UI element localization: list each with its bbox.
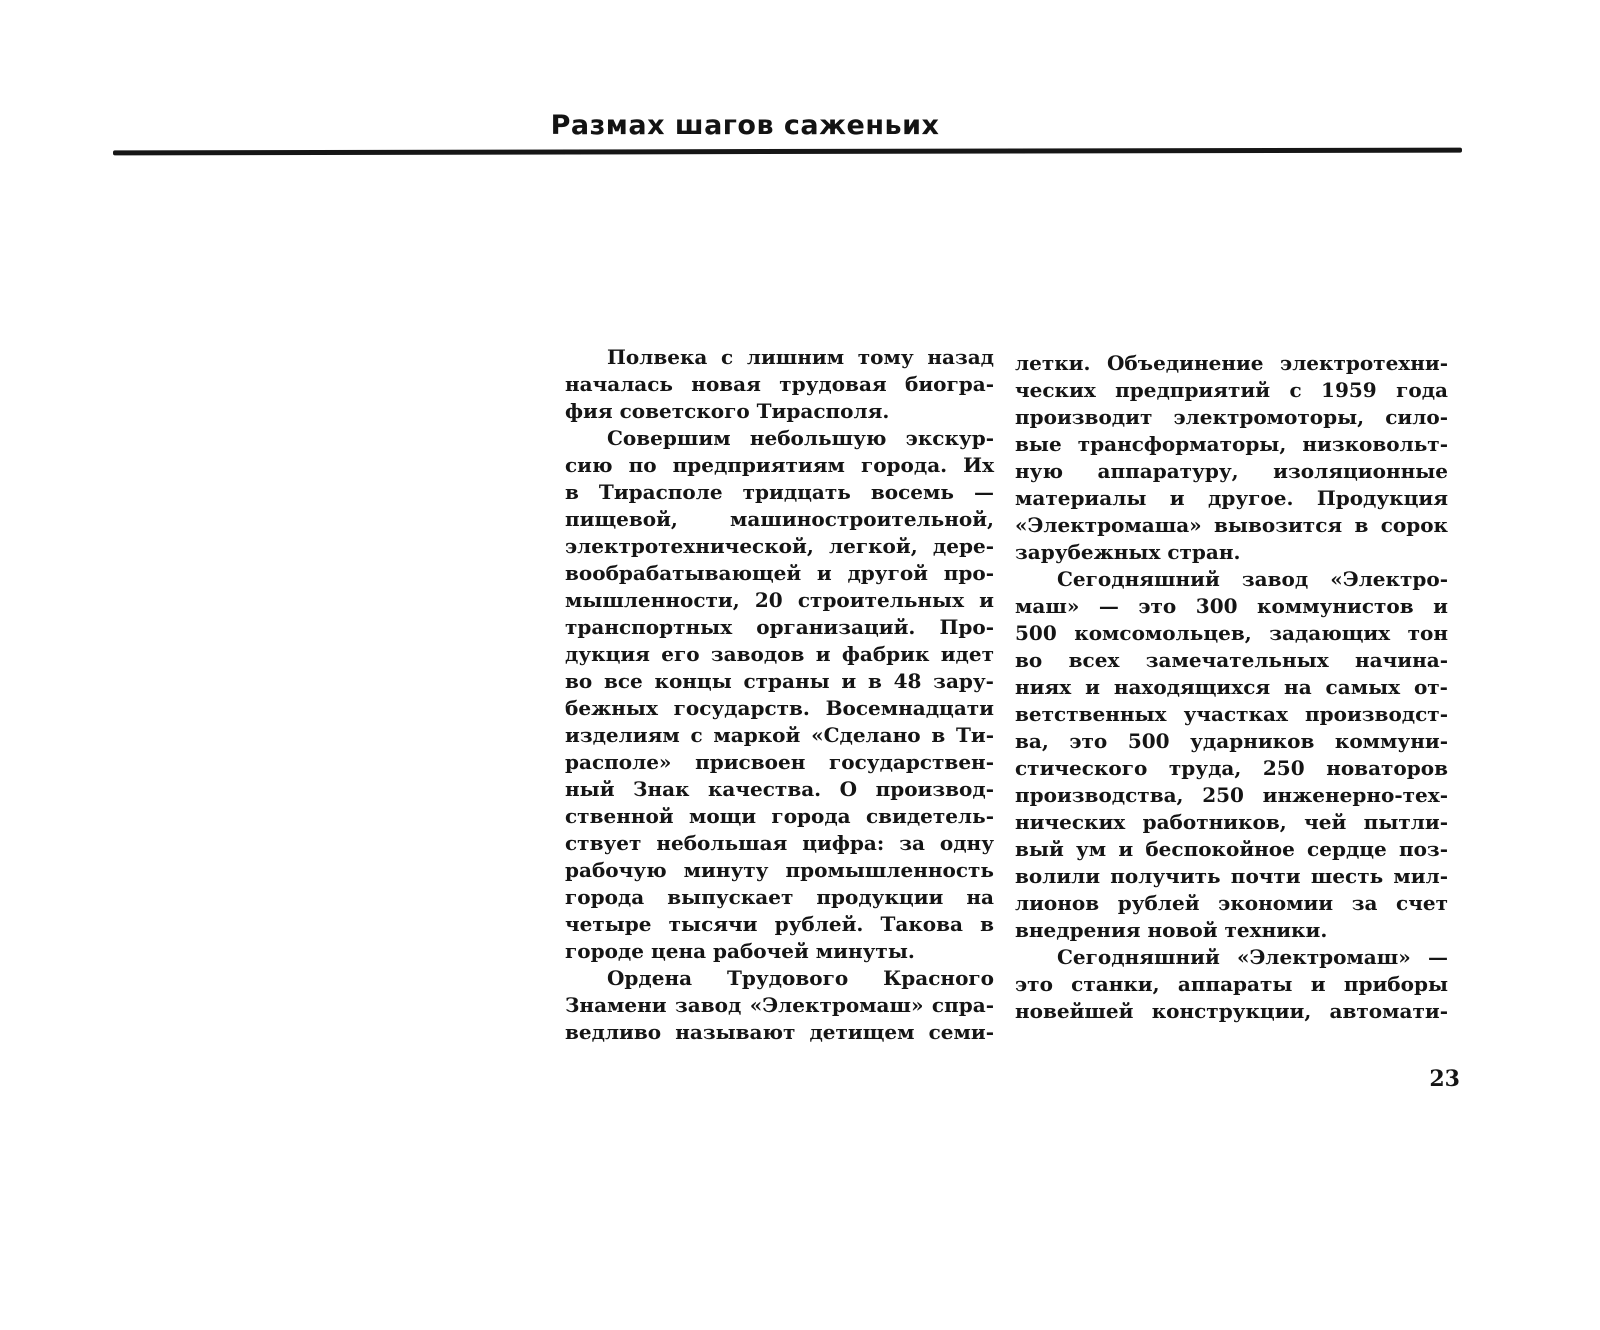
text-line: ва, это 500 ударников коммуни- xyxy=(1015,729,1448,753)
text-line: ведливо называют детищем семи- xyxy=(565,1020,994,1044)
page-number: 23 xyxy=(1429,1066,1460,1092)
text-line: пищевой, машиностроительной, xyxy=(565,507,994,531)
text-line: это станки, аппараты и приборы xyxy=(1015,972,1448,996)
text-line: производства, 250 инженерно-тех- xyxy=(1015,783,1448,807)
text-line: Знамени завод «Электромаш» спра- xyxy=(565,993,994,1017)
text-line: началась новая трудовая биогра- xyxy=(565,372,994,396)
text-line: электротехнической, легкой, дере- xyxy=(565,534,994,558)
text-line: городе цена рабочей минуты. xyxy=(565,939,915,963)
text-line: новейшей конструкции, автомати- xyxy=(1015,999,1448,1023)
text-line: маш» — это 300 коммунистов и xyxy=(1015,594,1448,618)
text-line: в Тирасполе тридцать восемь — xyxy=(565,480,994,504)
text-line: стического труда, 250 новаторов xyxy=(1015,756,1448,780)
text-line: нических работников, чей пытли- xyxy=(1015,810,1448,834)
text-line: во всех замечательных начина- xyxy=(1015,648,1448,672)
text-line: ниях и находящихся на самых от- xyxy=(1015,675,1448,699)
text-line: изделиям с маркой «Сделано в Ти- xyxy=(565,723,994,747)
text-line: рабочую минуту промышленность xyxy=(565,858,994,882)
text-line: 500 комсомольцев, задающих тон xyxy=(1015,621,1448,645)
text-line: мышленности, 20 строительных и xyxy=(565,588,994,612)
running-head: Размах шагов саженьих xyxy=(550,110,940,141)
text-line: города выпускает продукции на xyxy=(565,885,994,909)
text-line: ный Знак качества. О производ- xyxy=(565,777,994,801)
text-line: материалы и другое. Продукция xyxy=(1015,486,1448,510)
text-line: ческих предприятий с 1959 года xyxy=(1015,378,1448,402)
text-line: четыре тысячи рублей. Такова в xyxy=(565,912,994,936)
text-line: вые трансформаторы, низковольт- xyxy=(1015,432,1448,456)
text-line: ветственных участках производст- xyxy=(1015,702,1448,726)
header-rule xyxy=(113,148,1462,156)
text-line: зарубежных стран. xyxy=(1015,540,1241,564)
text-line: Полвека с лишним тому назад xyxy=(607,345,994,369)
text-line: ную аппаратуру, изоляционные xyxy=(1015,459,1448,483)
text-line: вообрабатывающей и другой про- xyxy=(565,561,994,585)
text-line: Ордена Трудового Красного xyxy=(607,966,994,990)
text-column-right xyxy=(1015,350,1448,1025)
text-line: Сегодняшний «Электромаш» — xyxy=(1057,945,1448,969)
text-line: ственной мощи города свидетель- xyxy=(565,804,994,828)
text-line: волили получить почти шесть мил- xyxy=(1015,864,1448,888)
text-line: вый ум и беспокойное сердце поз- xyxy=(1015,837,1448,861)
text-line: Совершим небольшую экскур- xyxy=(607,426,994,450)
text-line: внедрения новой техники. xyxy=(1015,918,1328,942)
text-line: располе» присвоен государствен- xyxy=(565,750,994,774)
text-column-left xyxy=(565,344,994,1046)
text-line: транспортных организаций. Про- xyxy=(565,615,994,639)
text-line: сию по предприятиям города. Их xyxy=(565,453,994,477)
text-line: ствует небольшая цифра: за одну xyxy=(565,831,994,855)
text-line: дукция его заводов и фабрик идет xyxy=(565,642,994,666)
text-line: лионов рублей экономии за счет xyxy=(1015,891,1448,915)
text-line: бежных государств. Восемнадцати xyxy=(565,696,994,720)
text-line: во все концы страны и в 48 зару- xyxy=(565,669,994,693)
text-line: «Электромаша» вывозится в сорок xyxy=(1015,513,1448,537)
text-line: фия советского Тирасполя. xyxy=(565,399,890,423)
text-line: летки. Объединение электротехни- xyxy=(1015,351,1448,375)
text-line: производит электромоторы, сило- xyxy=(1015,405,1448,429)
text-line: Сегодняшний завод «Электро- xyxy=(1057,567,1448,591)
